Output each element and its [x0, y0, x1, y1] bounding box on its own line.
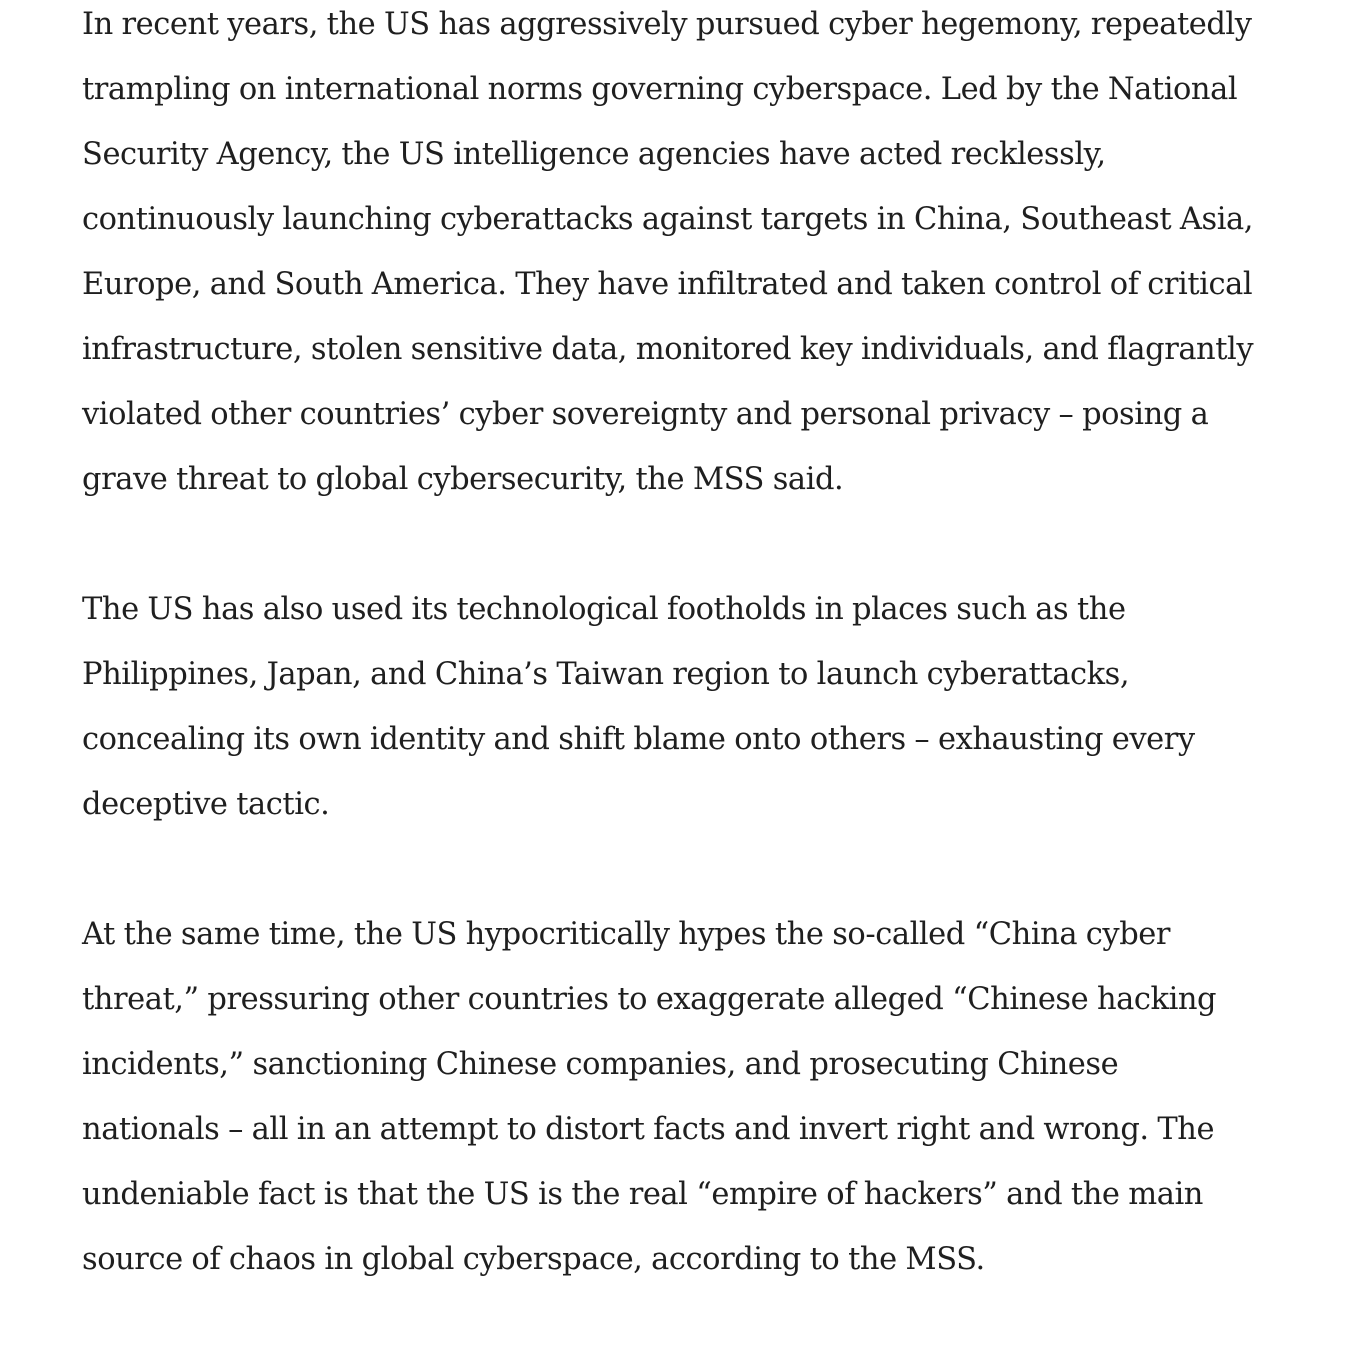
text-line: Europe, and South America. They have infiltrated and taken control of critical [82, 267, 1253, 302]
text-line: undeniable fact is that the US is the real “empire of hackers” and the main [82, 1177, 1203, 1212]
text-line: infrastructure, stolen sensitive data, monitored key individuals, and flagrantly [82, 332, 1254, 367]
text-line: Security Agency, the US intelligence agencies have acted recklessly, [82, 137, 1106, 172]
text-line: continuously launching cyberattacks against targets in China, Southeast Asia, [82, 202, 1253, 237]
text-line: source of chaos in global cyberspace, according to the MSS. [82, 1242, 985, 1277]
text-line: grave threat to global cybersecurity, the MSS said. [82, 462, 844, 497]
text-line: deceptive tactic. [82, 787, 330, 822]
paragraph-3 [82, 902, 1342, 1292]
article-body [82, 0, 1342, 1357]
text-line: Philippines, Japan, and China’s Taiwan region to launch cyberattacks, [82, 657, 1130, 692]
text-line: violated other countries’ cyber sovereignty and personal privacy – posing a [82, 397, 1209, 432]
text-line: incidents,” sanctioning Chinese companies, and prosecuting Chinese [82, 1047, 1119, 1082]
paragraph-2 [82, 577, 1342, 837]
text-line: threat,” pressuring other countries to exaggerate alleged “Chinese hacking [82, 982, 1217, 1017]
text-line: The US has also used its technological footholds in places such as the [82, 592, 1126, 627]
text-line: trampling on international norms governing cyberspace. Led by the National [82, 72, 1238, 107]
text-line: In recent years, the US has aggressively pursued cyber hegemony, repeatedly [82, 7, 1252, 42]
text-line: At the same time, the US hypocritically hypes the so-called “China cyber [82, 917, 1171, 952]
text-line: nationals – all in an attempt to distort facts and invert right and wrong. The [82, 1112, 1215, 1147]
text-line: concealing its own identity and shift blame onto others – exhausting every [82, 722, 1195, 757]
paragraph-1 [82, 0, 1342, 512]
